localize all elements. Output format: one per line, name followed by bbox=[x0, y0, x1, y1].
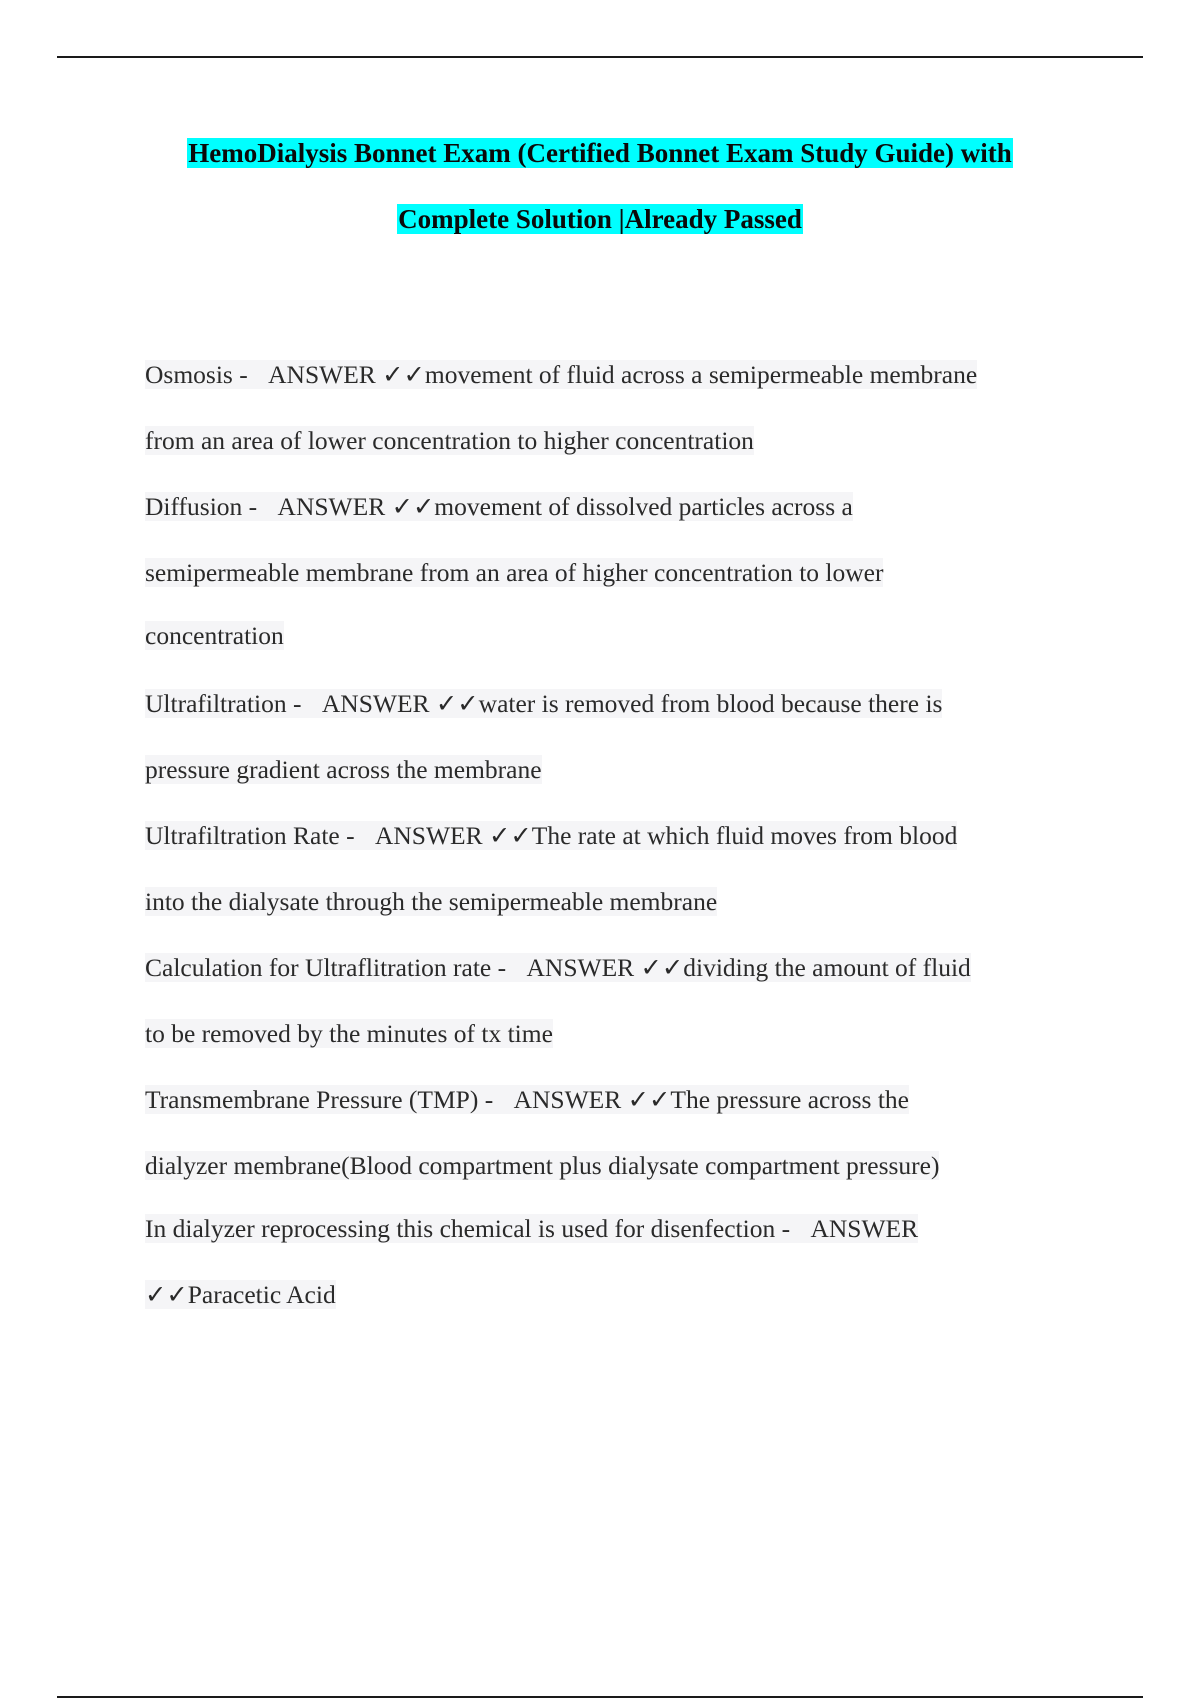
title-line-1 bbox=[0, 138, 1200, 204]
answer-label: ANSWER bbox=[277, 492, 386, 521]
qa-term: Osmosis - bbox=[145, 360, 255, 389]
qa-line bbox=[145, 1085, 1065, 1151]
qa-answer-text: from an area of lower concentration to higher concentration bbox=[145, 426, 754, 455]
qa-term: Calculation for Ultraflitration rate - bbox=[145, 953, 513, 982]
qa-line bbox=[145, 755, 1065, 821]
qa-answer-text: ✓✓The pressure across the bbox=[627, 1085, 909, 1114]
qa-term: Ultrafiltration Rate - bbox=[145, 821, 361, 850]
qa-line bbox=[145, 1019, 1065, 1085]
qa-answer-text: ✓✓movement of fluid across a semipermeable membrane bbox=[382, 360, 978, 389]
qa-term: Ultrafiltration - bbox=[145, 689, 308, 718]
qa-line bbox=[145, 1214, 1065, 1280]
qa-answer-text: dialyzer membrane(Blood compartment plus dialysate compartment pressure) bbox=[145, 1151, 940, 1180]
qa-term: In dialyzer reprocessing this chemical is used for disenfection - bbox=[145, 1214, 797, 1243]
qa-answer-text: semipermeable membrane from an area of higher concentration to lower bbox=[145, 558, 884, 587]
answer-label: ANSWER bbox=[810, 1214, 919, 1243]
title-line-1-text: HemoDialysis Bonnet Exam (Certified Bonnet Exam Study Guide) with bbox=[188, 138, 1012, 168]
bottom-rule bbox=[57, 1696, 1143, 1698]
answer-label: ANSWER bbox=[374, 821, 483, 850]
qa-line bbox=[145, 360, 1065, 426]
document-title bbox=[0, 138, 1200, 270]
qa-line bbox=[145, 1151, 1065, 1214]
answer-label: ANSWER bbox=[513, 1085, 622, 1114]
title-line-2 bbox=[0, 204, 1200, 270]
qa-answer-text: ✓✓water is removed from blood because there is bbox=[435, 689, 943, 718]
answer-label: ANSWER bbox=[268, 360, 376, 389]
qa-line bbox=[145, 1280, 1065, 1346]
qa-line bbox=[145, 821, 1065, 887]
qa-answer-text: ✓✓dividing the amount of fluid bbox=[640, 953, 971, 982]
qa-line bbox=[145, 558, 1065, 621]
qa-term: Diffusion - bbox=[145, 492, 264, 521]
qa-answer-text: to be removed by the minutes of tx time bbox=[145, 1019, 553, 1048]
qa-answer-text: ✓✓movement of dissolved particles across a bbox=[391, 492, 853, 521]
title-line-2-text: Complete Solution |Already Passed bbox=[398, 204, 802, 234]
qa-answer-text: pressure gradient across the membrane bbox=[145, 755, 542, 784]
answer-label: ANSWER bbox=[321, 689, 430, 718]
answer-label: ANSWER bbox=[526, 953, 635, 982]
qa-line bbox=[145, 953, 1065, 1019]
qa-answer-text: into the dialysate through the semipermeable membrane bbox=[145, 887, 718, 916]
qa-answer-text: ✓✓Paracetic Acid bbox=[145, 1280, 336, 1309]
qa-answer-text: concentration bbox=[145, 621, 284, 650]
qa-line bbox=[145, 426, 1065, 492]
qa-list bbox=[145, 360, 1065, 1346]
qa-line bbox=[145, 689, 1065, 755]
qa-term: Transmembrane Pressure (TMP) - bbox=[145, 1085, 500, 1114]
qa-line bbox=[145, 492, 1065, 558]
qa-answer-text: ✓✓The rate at which fluid moves from blood bbox=[489, 821, 958, 850]
top-rule bbox=[57, 56, 1143, 58]
qa-line bbox=[145, 887, 1065, 953]
qa-line bbox=[145, 621, 1065, 689]
